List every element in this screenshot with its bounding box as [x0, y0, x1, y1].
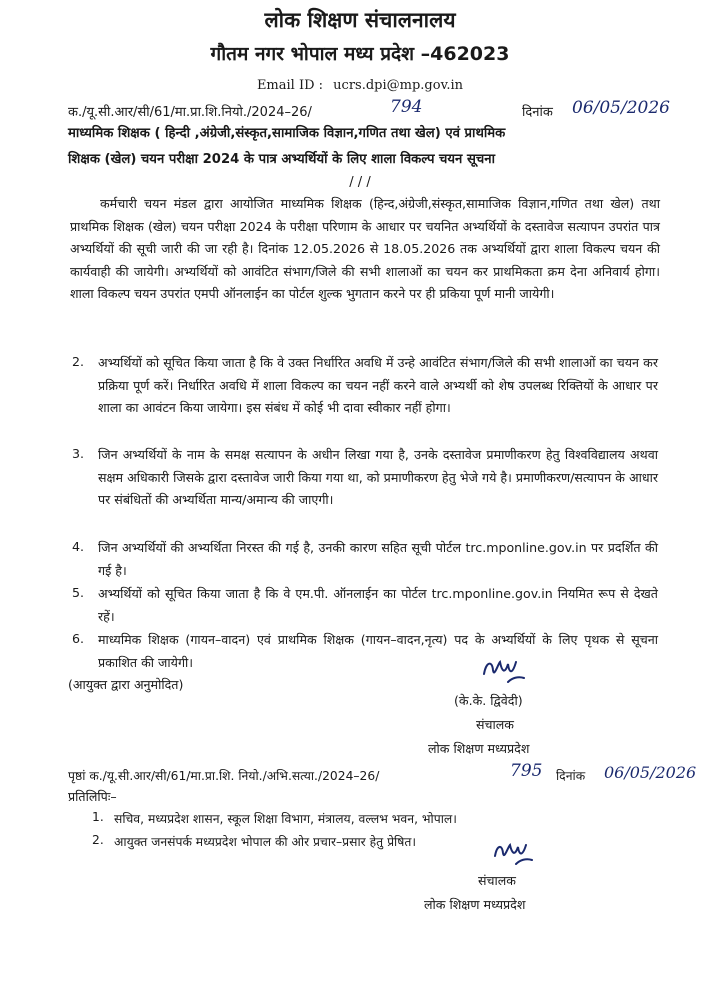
email-label: Email ID : [256, 78, 324, 93]
copy-label: प्रतिलिपिः– [68, 789, 117, 804]
item-6-number: 6. [72, 631, 85, 646]
item-3-text: जिन अभ्यर्थियों के नाम के समक्ष सत्यापन के अधीन लिखा गया है, उनके दस्तावेज प्रमाणीकरण हेतु विश्वविद्यालय अथवा सक्षम अधिकारी जिसके द्वारा दस्तावेज जारी किया गया था, को प्रमाणीकरण हेतु भेजे गये है। प्रमाणीकरण/सत्यापन के आधार पर संबंधितों की अभ्यर्थिता मान्य/अमान्य की जाएगी। [98, 447, 658, 507]
item-4-number: 4. [72, 539, 85, 554]
email-value: ucrs.dpi@mp.gov.in [333, 78, 464, 93]
item-2-number: 2. [72, 354, 85, 369]
signatory-name: (के.के. द्विवेदी) [454, 693, 523, 708]
subject-separator: / / / [349, 175, 371, 190]
signatory-designation: संचालक [476, 717, 514, 732]
endorsement-number: पृष्ठां क./यू.सी.आर/सी/61/मा.प्रा.शि. नियो./अभि.सत्या./2024–26/ [68, 769, 380, 783]
copy-1-text: सचिव, मध्यप्रदेश शासन, स्कूल शिक्षा विभाग, मंत्रालय, वल्लभ भवन, भोपाल। [114, 812, 457, 826]
item-6-text: माध्यमिक शिक्षक (गायन–वादन) एवं प्राथमिक शिक्षक (गायन–वादन,नृत्य) पद के अभ्यर्थियों के लिए पृथक से सूचना प्रकाशित की जायेगी। [98, 632, 658, 670]
office-title: लोक शिक्षण संचालनालय [264, 8, 456, 32]
approval-note: (आयुक्त द्वारा अनुमोदित) [68, 677, 184, 692]
copy-1-number: 1. [92, 810, 104, 824]
paragraph-1: कर्मचारी चयन मंडल द्वारा आयोजित माध्यमिक शिक्षक (हिन्द,अंग्रेजी,संस्कृत,सामाजिक विज्ञान,गणित तथा खेल) तथा प्राथमिक शिक्षक (खेल) चयन परीक्षा 2024 के परीक्षा परिणाम के आधार पर चयनित अभ्यर्थियों के दस्तावेज सत्यापन उपरांत पात्र अभ्यर्थियों की सूची जारी की जा रही है। दिनांक 12.05.2026 से 18.05.2026 तक अभ्यर्थियों द्वारा शाला विकल्प चयन की कार्यवाही की जायेगी। अभ्यर्थियों को आवंटित संभाग/जिले की सभी शालाओं का चयन कर प्राथमिकता क्रम देना अनिवार्य होगा। शाला विकल्प चयन उपरांत एमपी ऑनलाईन का पोर्टल शुल्क भुगतान करने पर ही प्रकिया पूर्ण मानी जायेगी। [70, 196, 660, 301]
endorsement-date-label: दिनांक [556, 769, 586, 783]
item-2-text: अभ्यर्थियों को सूचित किया जाता है कि वे उक्त निर्धारित अवधि में उन्हे आवंटित संभाग/जिले की सभी शालाओं का चयन कर प्रक्रिया पूर्ण करें। निर्धारित अवधि में शाला विकल्प का चयन नहीं करने वाले अभ्यर्थी को शेष उपलब्ध रिक्तियों के आधार पर शाला का आवंटन किया जायेगा। इस संबंध में कोई भी दावा स्वीकार नहीं होगा। [98, 355, 658, 415]
item-5-text: अभ्यर्थियों को सूचित किया जाता है कि वे एम.पी. ऑनलाईन का पोर्टल trc.mponline.gov.in नियमित रूप से देखते रहें। [98, 586, 658, 624]
copy-2-number: 2. [92, 833, 104, 847]
email-line [0, 78, 720, 93]
reference-number: क./यू.सी.आर/सी/61/मा.प्रा.शि.नियो./2024–26/ [68, 105, 312, 120]
item-5-number: 5. [72, 585, 85, 600]
endorsement-designation: संचालक [478, 873, 516, 888]
endorsement-office: लोक शिक्षण मध्यप्रदेश [424, 897, 526, 912]
signature-mark-1 [478, 652, 528, 692]
copy-2-text: आयुक्त जनसंपर्क मध्यप्रदेश भोपाल की ओर प्रचार–प्रसार हेतु प्रेषित। [114, 835, 417, 849]
endorsement-handwritten-date: 06/05/2026 [604, 763, 697, 782]
handwritten-date: 06/05/2026 [572, 98, 670, 118]
subject-line-1: माध्यमिक शिक्षक ( हिन्दी ,अंग्रेजी,संस्कृत,सामाजिक विज्ञान,गणित तथा खेल) एवं प्राथमिक [68, 126, 506, 141]
signatory-office: लोक शिक्षण मध्यप्रदेश [428, 741, 530, 756]
date-label: दिनांक [522, 105, 553, 120]
office-address: गौतम नगर भोपाल मध्य प्रदेश –462023 [210, 43, 510, 65]
signature-mark-2 [490, 836, 536, 872]
subject-line-2: शिक्षक (खेल) चयन परीक्षा 2024 के पात्र अभ्यर्थियों के लिए शाला विकल्प चयन सूचना [68, 152, 495, 167]
item-3-number: 3. [72, 446, 85, 461]
handwritten-dispatch-number: 794 [390, 97, 423, 117]
item-4-text: जिन अभ्यर्थियों की अभ्यर्थिता निरस्त की गई है, उनकी कारण सहित सूची पोर्टल trc.mponline.gov.in पर प्रदर्शित की गई है। [98, 540, 658, 578]
endorsement-handwritten-number: 795 [510, 761, 543, 781]
